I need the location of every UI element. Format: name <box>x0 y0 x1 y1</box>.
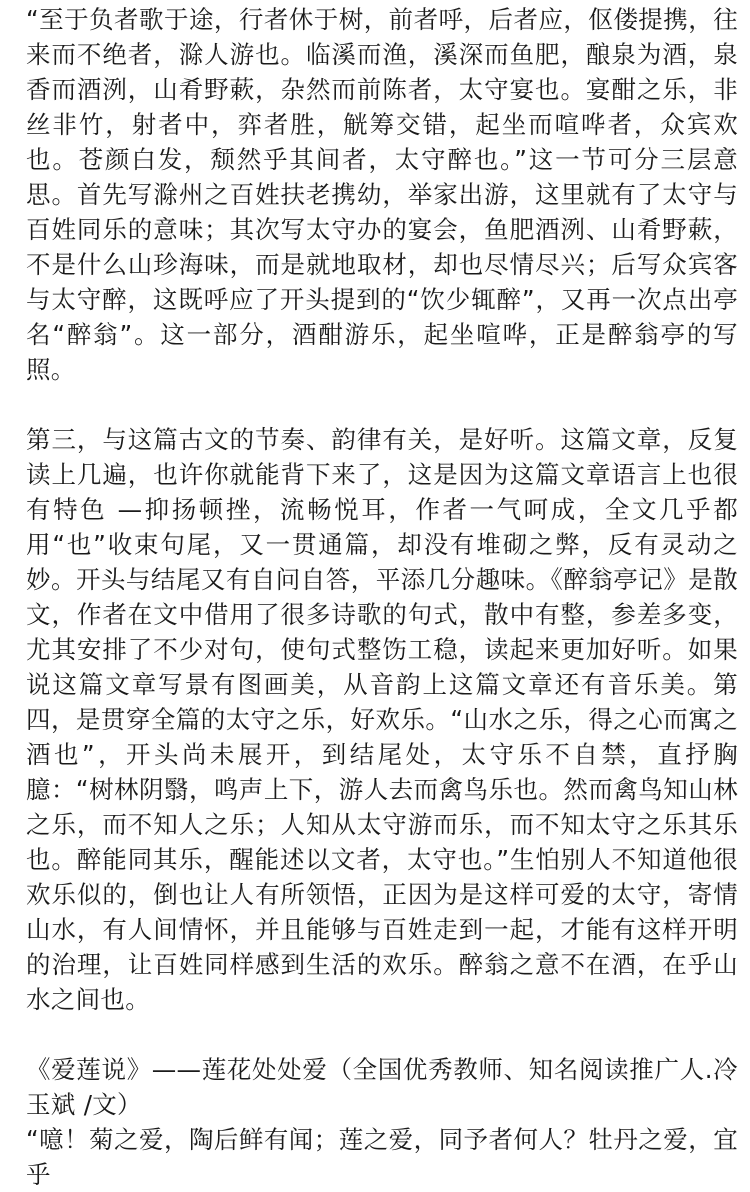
paragraph-spacer <box>26 1017 738 1052</box>
paragraph-spacer <box>26 387 738 422</box>
paragraph-drunkard-pavilion-analysis: “至于负者歌于途，行者休于树，前者呼，后者应，伛偻提携，往来而不绝者，滁人游也。临溪而渔，溪深而鱼肥，酿泉为酒，泉香而酒洌，山肴野蔌，杂然而前陈者，太守宴也。宴酣之乐，非丝非竹，射者中，弈者胜，觥筹交错，起坐而喧哗者，众宾欢也。苍颜白发，颓然乎其间者，太守醉也。”这一节可分三层意思。首先写滁州之百姓扶老携幼，举家出游，这里就有了太守与百姓同乐的意味；其次写太守办的宴会，鱼肥酒洌、山肴野蔌，不是什么山珍海味，而是就地取材，却也尽情尽兴；后写众宾客与太守醉，这既呼应了开头提到的“饮少辄醉”，又再一次点出亭名“醉翁”。这一部分，酒酣游乐，起坐喧哗，正是醉翁亭的写照。 <box>26 5 738 384</box>
paragraph-rhythm-and-joy: 第三，与这篇古文的节奏、韵律有关，是好听。这篇文章，反复读上几遍，也许你就能背下来了，这是因为这篇文章语言上也很有特色 —抑扬顿挫，流畅悦耳，作者一气呵成，全文几乎都用“也”收束句尾，又一贯通篇，却没有堆砌之弊，反有灵动之妙。开头与结尾又有自问自答，平添几分趣味。《醉翁亭记》是散文，作者在文中借用了很多诗歌的句式，散中有整，参差多变，尤其安排了不少对句，使句式整饬工稳，读起来更加好听。如果说这篇文章写景有图画美，从音韵上这篇文章还有音乐美。第四，是贯穿全篇的太守之乐，好欢乐。“山水之乐，得之心而寓之酒也”，开头尚未展开，到结尾处，太守乐不自禁，直抒胸臆：“树林阴翳，鸣声上下，游人去而禽鸟乐也。然而禽鸟知山林之乐，而不知人之乐；人知从太守游而乐，而不知太守之乐其乐也。醉能同其乐，醒能述以文者，太守也。”生怕别人不知道他很欢乐似的，倒也让人有所领悟，正因为是这样可爱的太守，寄情山水，有人间情怀，并且能够与百姓走到一起，才能有这样开明的治理，让百姓同样感到生活的欢乐。醉翁之意不在酒，在乎山水之间也。 <box>26 425 738 1014</box>
paragraph-ailianshuo-quote: “噫！菊之爱，陶后鲜有闻；莲之爱，同予者何人？牡丹之爱，宜乎 <box>26 1125 738 1189</box>
article-heading-ailianshuo: 《爱莲说》——莲花处处爱（全国优秀教师、知名阅读推广人.冷玉斌 /文） <box>26 1055 738 1119</box>
document-page <box>26 2 738 1192</box>
